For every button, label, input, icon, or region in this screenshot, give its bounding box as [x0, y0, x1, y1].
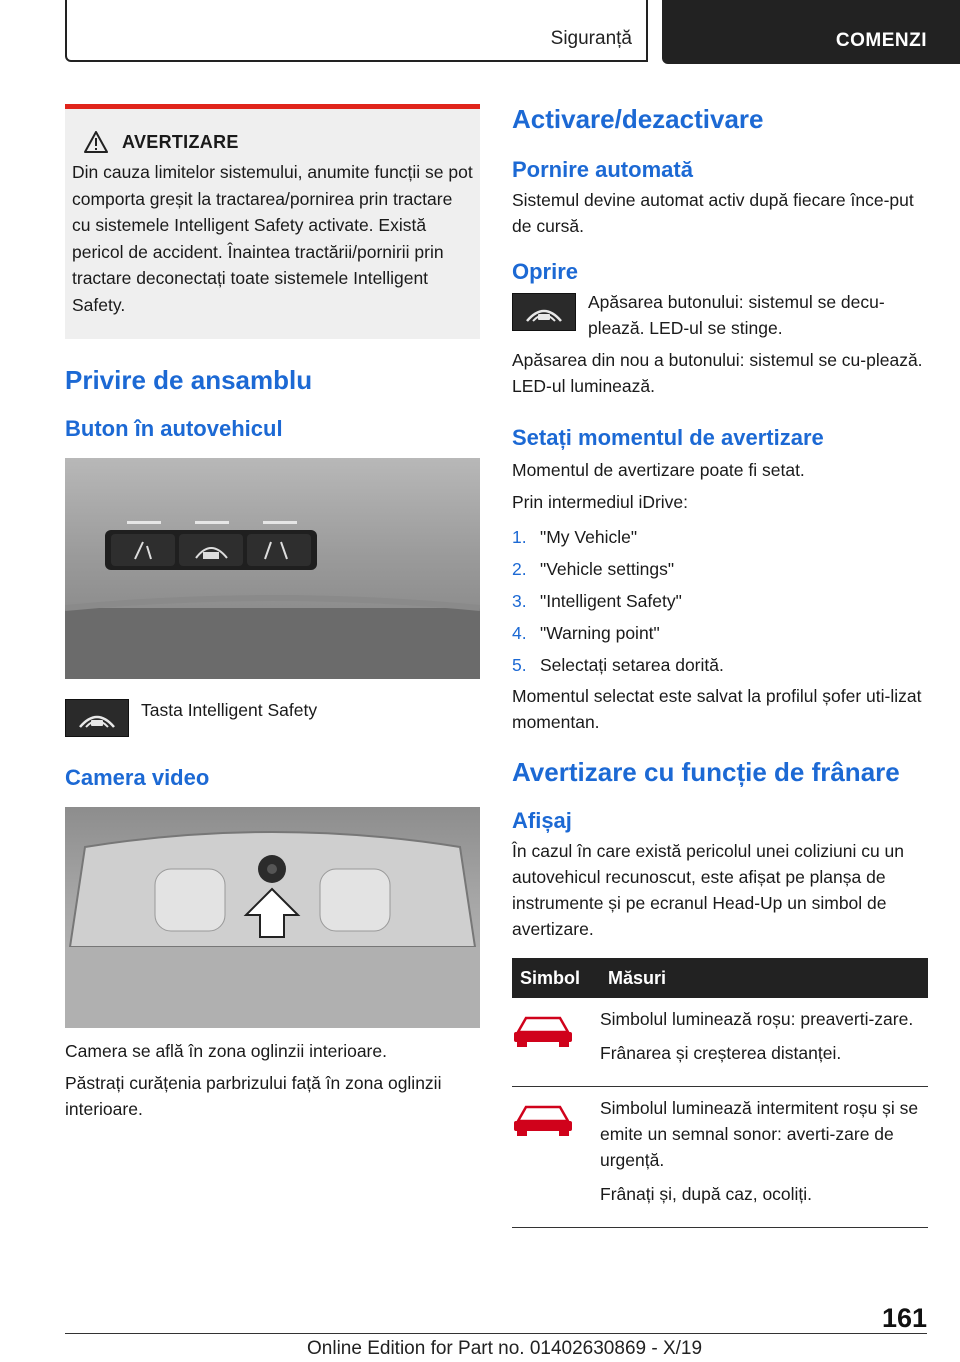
col-measures-header: Măsuri	[600, 958, 928, 998]
step-item: 5. Selectați setarea dorită.	[512, 655, 724, 675]
off-heading: Oprire	[512, 259, 579, 284]
activation-title: Activare/dezactivare	[512, 104, 764, 134]
warning-point-text-1: Momentul de avertizare poate fi setat.	[512, 460, 805, 480]
auto-start-heading: Pornire automată	[512, 157, 693, 182]
table-row	[512, 998, 928, 1087]
warning-box	[65, 104, 480, 339]
measure-text: Frânați și, după caz, ocoliți.	[600, 1184, 813, 1204]
button-heading: Buton în autovehicul	[65, 416, 283, 441]
intelligent-safety-button-icon	[65, 699, 129, 737]
table-row	[512, 1087, 928, 1228]
button-panel-illustration	[65, 458, 480, 679]
footer-note: Online Edition for Part no. 01402630869 - X/19	[307, 1338, 703, 1359]
button-panel-photo	[65, 458, 480, 679]
display-heading: Afișaj	[512, 808, 572, 833]
warning-title: AVERTIZARE	[122, 131, 239, 152]
symbol-cell	[512, 998, 600, 1087]
overview-title: Privire de ansamblu	[65, 365, 313, 395]
warning-triangle-icon	[84, 131, 108, 153]
measures-cell	[600, 998, 928, 1087]
button-caption: Tasta Intelligent Safety	[141, 700, 318, 720]
warning-body: Din cauza limitelor sistemului, anumite funcții se pot comporta greșit la tractarea/pornirea prin tractare cu sistemele Intelligent Safety activate. Există pericol de accident. Înaintea tractării/pornirii prin tractare deconectați toate sistemele Intelligent Safety.	[72, 162, 473, 315]
red-car-warning-icon	[512, 1099, 574, 1139]
intelligent-safety-button-icon	[512, 293, 576, 331]
braking-title: Avertizare cu funcție de frânare	[512, 757, 900, 787]
off-row	[512, 293, 928, 341]
warning-point-heading: Setați momentul de avertizare	[512, 425, 824, 450]
camera-text-2: Păstrați curățenia parbrizului față în zona oglinzii interioare.	[65, 1073, 442, 1119]
step-item: 2. "Vehicle settings"	[512, 559, 675, 579]
off-text-1: Apăsarea butonului: sistemul se decu-plează. LED-ul se stinge.	[588, 292, 885, 338]
measure-text: Frânarea și creșterea distanței.	[600, 1043, 842, 1063]
header-section-label: Siguranță	[550, 28, 632, 49]
step-item: 3. "Intelligent Safety"	[512, 591, 682, 611]
header-chapter-label: COMENZI	[835, 30, 927, 51]
red-car-warning-icon	[512, 1010, 574, 1050]
camera-photo	[65, 807, 480, 1028]
warning-header	[84, 131, 474, 153]
measure-text: Simbolul luminează roșu: preaverti-zare.	[600, 1009, 914, 1029]
idrive-steps	[512, 521, 928, 681]
header-chapter-tab	[662, 0, 960, 64]
button-caption-row	[65, 699, 480, 737]
camera-illustration	[65, 807, 480, 1028]
page-number: 161	[882, 1303, 928, 1333]
header-section-tab	[65, 0, 648, 62]
measure-text: Simbolul luminează intermitent roșu și se emite un semnal sonor: averti-zare de urgență.	[600, 1098, 919, 1170]
camera-heading: Camera video	[65, 765, 210, 790]
measures-cell	[600, 1087, 928, 1228]
footer-divider	[65, 1333, 927, 1334]
col-symbol-header: Simbol	[512, 958, 600, 998]
off-text-2: Apăsarea din nou a butonului: sistemul se cu-plează. LED-ul luminează.	[512, 350, 923, 396]
symbol-cell	[512, 1087, 600, 1228]
warning-point-text-3: Momentul selectat este salvat la profilul șofer uti-lizat momentan.	[512, 686, 922, 732]
right-column	[512, 104, 928, 1228]
step-item: 4. "Warning point"	[512, 623, 660, 643]
step-item: 1. "My Vehicle"	[512, 527, 638, 547]
display-text: În cazul în care există pericolul unei coliziuni cu un autovehicul recunoscut, este afișat pe planșa de instrumente și pe ecranul Head-Up un simbol de avertizare.	[512, 841, 905, 939]
left-column	[65, 104, 480, 1122]
symbol-table	[512, 958, 928, 1228]
warning-point-text-2: Prin intermediul iDrive:	[512, 492, 689, 512]
auto-start-text: Sistemul devine automat activ după fiecare înce-put de cursă.	[512, 190, 914, 236]
camera-text-1: Camera se află în zona oglinzii interioare.	[65, 1041, 387, 1061]
